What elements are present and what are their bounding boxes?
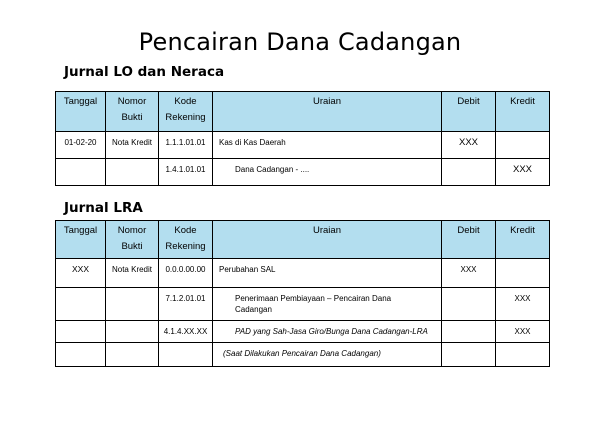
header-debit: Debit — [442, 92, 496, 132]
cell-kredit: XXX — [496, 321, 550, 343]
header-kode-rekening: Kode Rekening — [159, 221, 213, 259]
page-title: Pencairan Dana Cadangan — [138, 28, 462, 56]
header-kode-rekening: Kode Rekening — [159, 92, 213, 132]
cell-kode: 7.1.2.01.01 — [159, 288, 213, 321]
cell-tanggal — [56, 321, 106, 343]
cell-uraian: Dana Cadangan - .... — [213, 159, 442, 186]
cell-nomor-bukti — [106, 288, 159, 321]
cell-debit — [442, 288, 496, 321]
cell-uraian: (Saat Dilakukan Pencairan Dana Cadangan) — [213, 343, 442, 367]
cell-kredit: XXX — [496, 288, 550, 321]
header-kredit: Kredit — [496, 92, 550, 132]
cell-tanggal — [56, 159, 106, 186]
cell-kode: 1.4.1.01.01 — [159, 159, 213, 186]
table-row — [56, 132, 550, 159]
cell-nomor-bukti — [106, 343, 159, 367]
table-row — [56, 288, 550, 321]
journal-table-lra — [55, 220, 550, 367]
cell-tanggal: XXX — [56, 259, 106, 288]
cell-nomor-bukti: Nota Kredit — [106, 259, 159, 288]
section-heading-lo-neraca: Jurnal LO dan Neraca — [64, 64, 225, 80]
cell-debit — [442, 159, 496, 186]
header-uraian: Uraian — [213, 92, 442, 132]
cell-uraian: PAD yang Sah-Jasa Giro/Bunga Dana Cadangan-LRA — [213, 321, 442, 343]
header-uraian: Uraian — [213, 221, 442, 259]
header-tanggal: Tanggal — [56, 92, 106, 132]
table-row — [56, 343, 550, 367]
cell-uraian: Perubahan SAL — [213, 259, 442, 288]
cell-tanggal — [56, 288, 106, 321]
header-kredit: Kredit — [496, 221, 550, 259]
cell-tanggal — [56, 343, 106, 367]
cell-kredit — [496, 259, 550, 288]
cell-kredit: XXX — [496, 159, 550, 186]
cell-uraian: Penerimaan Pembiayaan – Pencairan Dana Cadangan — [213, 288, 442, 321]
cell-nomor-bukti: Nota Kredit — [106, 132, 159, 159]
table-header-row — [56, 92, 550, 132]
cell-kode: 1.1.1.01.01 — [159, 132, 213, 159]
cell-uraian: Kas di Kas Daerah — [213, 132, 442, 159]
cell-debit — [442, 321, 496, 343]
journal-table-lo-neraca — [55, 91, 550, 186]
header-tanggal: Tanggal — [56, 221, 106, 259]
header-nomor-bukti: Nomor Bukti — [106, 92, 159, 132]
cell-kode — [159, 343, 213, 367]
header-nomor-bukti: Nomor Bukti — [106, 221, 159, 259]
table-row — [56, 259, 550, 288]
cell-kredit — [496, 343, 550, 367]
cell-debit: XXX — [442, 259, 496, 288]
header-debit: Debit — [442, 221, 496, 259]
section-heading-lra: Jurnal LRA — [64, 200, 143, 216]
cell-kode: 0.0.0.00.00 — [159, 259, 213, 288]
table-row — [56, 159, 550, 186]
cell-nomor-bukti — [106, 321, 159, 343]
cell-tanggal: 01-02-20 — [56, 132, 106, 159]
table-row — [56, 321, 550, 343]
cell-debit: XXX — [442, 132, 496, 159]
table-header-row — [56, 221, 550, 259]
cell-kode: 4.1.4.XX.XX — [159, 321, 213, 343]
cell-nomor-bukti — [106, 159, 159, 186]
cell-kredit — [496, 132, 550, 159]
cell-debit — [442, 343, 496, 367]
